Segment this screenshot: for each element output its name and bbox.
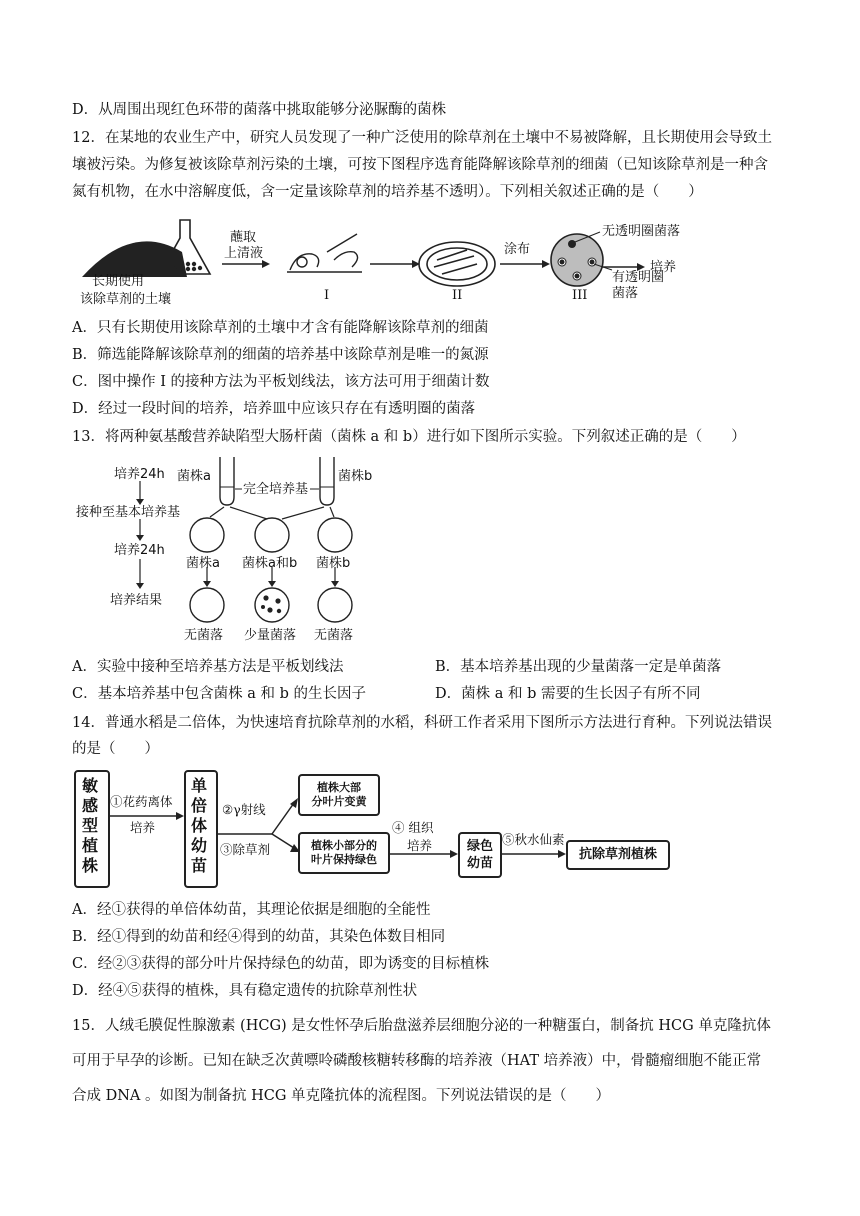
q14-stem-line-2: 的是（ ） — [72, 741, 159, 757]
step-4-label-b: 培养 — [407, 838, 433, 853]
halo-label-1: 有透明圈 — [612, 270, 665, 285]
step-2-label: II — [452, 288, 463, 303]
q12-option-c: C．图中操作 I 的接种方法为平板划线法，该方法可用于细菌计数 — [72, 374, 490, 390]
q12-option-b: B．筛选能降解该除草剂的细菌的培养基中该除草剂是唯一的氮源 — [72, 347, 489, 363]
q15-stem-line-3: 合成 DNA 。如图为制备抗 HCG 单克隆抗体的流程图。下列说法错误的是（ ） — [72, 1088, 611, 1104]
dip-label-1: 蘸取 — [230, 230, 257, 245]
q12-stem-line-3: 氮有机物，在水中溶解度低，含一定量该除草剂的培养基不透明）。下列相关叙述正确的是（ ） — [72, 184, 703, 200]
q13-option-d: D．菌株 a 和 b 需要的生长因子有所不同 — [435, 686, 701, 702]
q12-stem-line-2: 壤被污染。为修复被该除草剂污染的土壤，可按下图程序选育能降解该除草剂的细菌（已知该除草剂是一种含 — [72, 157, 768, 173]
q13-option-c: C．基本培养基中包含菌株 a 和 b 的生长因子 — [72, 686, 366, 702]
plate-a-icon — [190, 518, 224, 552]
q15-stem-line-1: 15．人绒毛膜促性腺激素 (HCG) 是女性怀孕后胎盘滋养层细胞分泌的一种糖蛋白，制备抗 HCG 单克隆抗体 — [72, 1018, 771, 1034]
step-5-label: ⑤秋水仙素 — [502, 832, 565, 847]
q12-option-d: D．经过一段时间的培养，培养皿中应该只存在有透明圈的菌落 — [72, 401, 476, 417]
q14-option-a: A．经①获得的单倍体幼苗，其理论依据是细胞的全能性 — [72, 902, 431, 918]
q13-strain-b: 菌株b — [338, 469, 373, 484]
q13-result-a: 无菌落 — [184, 628, 224, 643]
green-leaves-label-1: 植株小部分的 — [311, 839, 377, 852]
no-halo-label: 无透明圈菌落 — [602, 224, 681, 239]
step-1-label-b: 培养 — [130, 820, 156, 835]
green-seedling-box — [458, 832, 502, 878]
step-2-label: ②γ射线 — [222, 802, 266, 817]
soil-label-1: 长期使用 — [92, 274, 145, 289]
haploid-seedling-label: 单倍体幼苗 — [190, 776, 207, 875]
spread-label: 涂布 — [504, 242, 531, 257]
q12-stem-line-1: 12．在某地的农业生产中，研究人员发现了一种广泛使用的除草剂在土壤中不易被降解，且长期使用会导致土 — [72, 130, 772, 146]
q13-complete-medium: 完全培养基 — [243, 482, 309, 497]
dip-label-2: 上清液 — [224, 246, 264, 261]
final-plant-label: 抗除草剂植株 — [578, 847, 657, 862]
step-1-label-a: ①花药离体 — [110, 794, 173, 809]
final-plant-box — [566, 840, 670, 870]
yellow-leaves-label-2: 分叶片变黄 — [311, 795, 367, 808]
plate-ab-icon — [255, 518, 289, 552]
q13-stem: 13．将两种氨基酸营养缺陷型大肠杆菌（菌株 a 和 b）进行如下图所示实验。下列叙述正确的是（ ） — [72, 429, 746, 445]
step-3-label: ③除草剂 — [220, 842, 271, 857]
q12-figure — [72, 212, 712, 312]
q13-step-3: 培养24h — [114, 543, 165, 558]
q14-option-c: C．经②③获得的部分叶片保持绿色的幼苗，即为诱变的目标植株 — [72, 956, 490, 972]
q14-stem-line-1: 14．普通水稻是二倍体，为快速培育抗除草剂的水稻，科研工作者采用下图所示方法进行育种。下列说法错误 — [72, 715, 772, 731]
result-ab-plate-icon — [255, 588, 289, 622]
q13-step-2: 接种至基本培养基 — [76, 505, 181, 520]
result-b-plate-icon — [318, 588, 352, 622]
halo-label-2: 菌落 — [612, 286, 639, 301]
step-1-label: I — [324, 288, 330, 303]
step-3-label: III — [572, 288, 588, 303]
q11-option-d: D．从周围出现红色环带的菌落中挑取能够分泌脲酶的菌株 — [72, 102, 447, 118]
step-4-label-a: ④ 组织 — [392, 820, 434, 835]
q13-result-ab: 少量菌落 — [244, 628, 297, 643]
q13-strain-a: 菌株a — [177, 469, 211, 484]
soil-mound-icon — [82, 241, 187, 277]
green-leaves-box — [298, 832, 390, 874]
q13-result-b: 无菌落 — [314, 628, 354, 643]
q15-stem-line-2: 可用于早孕的诊断。已知在缺乏次黄嘌呤磷酸核糖转移酶的培养液（HAT 培养液）中，骨髓瘤细胞不能正常 — [72, 1053, 762, 1069]
q13-step-1: 培养24h — [114, 467, 165, 482]
green-seedling-label-2: 幼苗 — [466, 856, 493, 871]
q13-plate-ab-label: 菌株a和b — [242, 556, 298, 571]
green-seedling-label-1: 绿色 — [466, 839, 493, 854]
sensitive-plant-label: 敏感型植株 — [81, 776, 98, 875]
q14-figure — [72, 768, 672, 890]
yellow-leaves-label-1: 植株大部 — [317, 781, 361, 794]
streak-hands-icon — [287, 234, 362, 272]
q13-option-a: A．实验中接种至培养基方法是平板划线法 — [72, 659, 344, 675]
yellow-leaves-box — [298, 774, 380, 816]
green-leaves-label-2: 叶片保持绿色 — [311, 853, 377, 866]
soil-label-2: 该除草剂的土壤 — [80, 292, 172, 307]
q13-figure — [72, 455, 392, 650]
petri-dish-icon — [419, 242, 495, 286]
result-a-plate-icon — [190, 588, 224, 622]
q13-option-b: B．基本培养基出现的少量菌落一定是单菌落 — [435, 659, 722, 675]
culture-label: 培养 — [650, 260, 677, 275]
q13-plate-b-label: 菌株b — [316, 556, 351, 571]
plate-b-icon — [318, 518, 352, 552]
q13-step-4: 培养结果 — [110, 593, 163, 608]
culture-plate-icon — [551, 234, 603, 286]
q12-option-a: A．只有长期使用该除草剂的土壤中才含有能降解该除草剂的细菌 — [72, 320, 489, 336]
q13-plate-a-label: 菌株a — [186, 556, 220, 571]
q14-option-d: D．经④⑤获得的植株，具有稳定遗传的抗除草剂性状 — [72, 983, 418, 999]
q14-option-b: B．经①得到的幼苗和经④得到的幼苗，其染色体数目相同 — [72, 929, 446, 945]
